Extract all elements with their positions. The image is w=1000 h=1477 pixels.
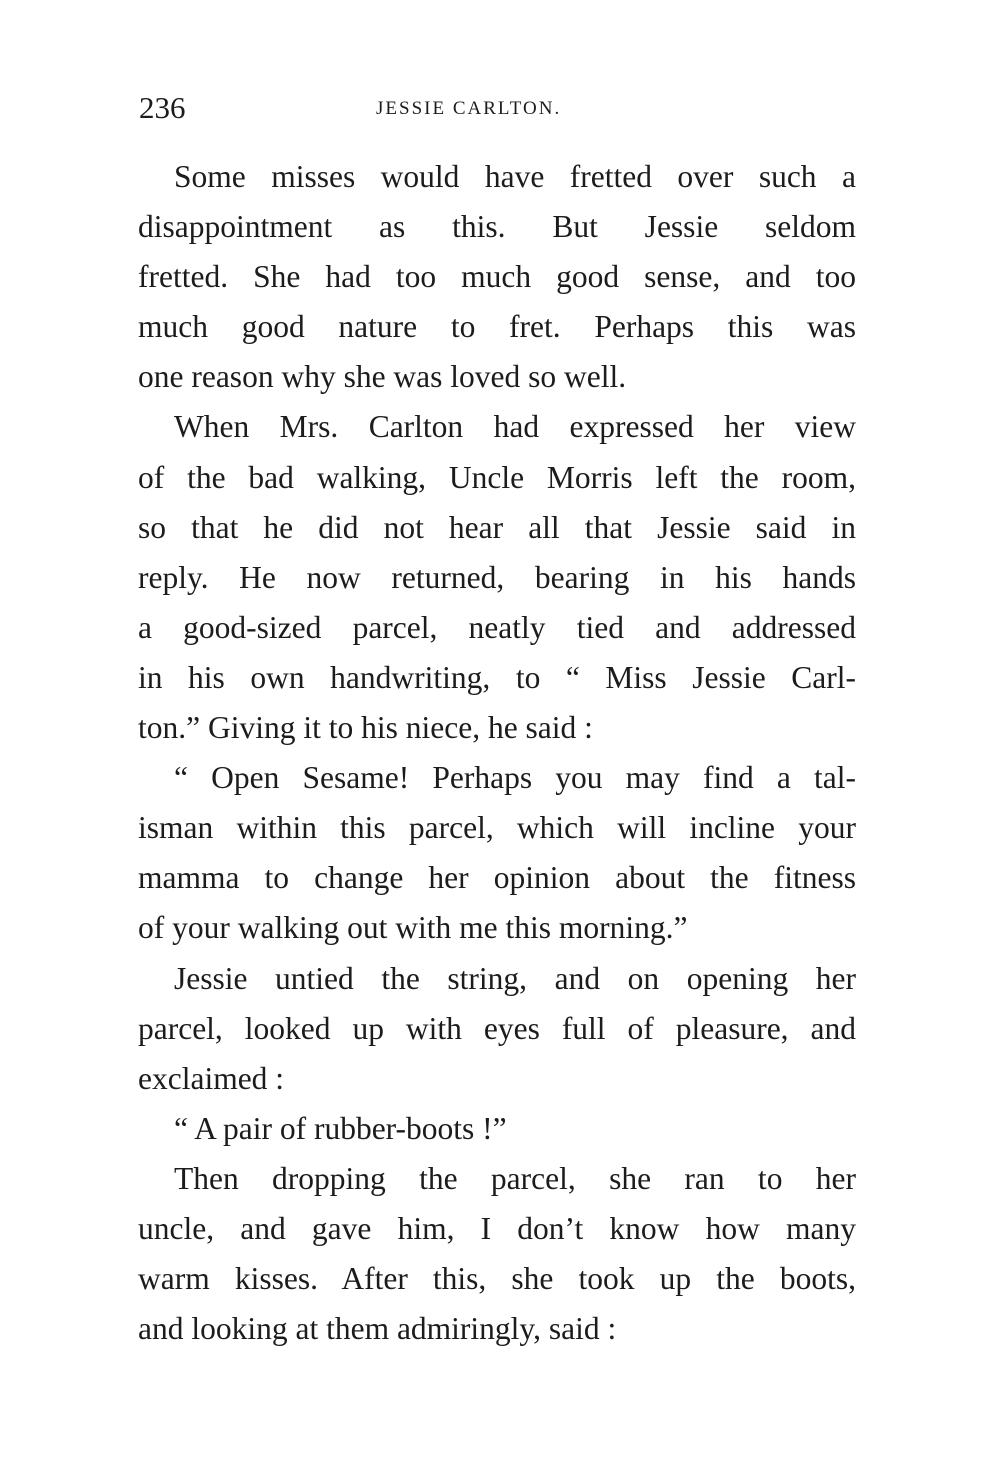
text-line: ton.” Giving it to his niece, he said : xyxy=(138,710,593,746)
text-line: much good nature to fret. Perhaps this was xyxy=(138,309,856,345)
running-title: JESSIE CARLTON. xyxy=(376,98,562,119)
text-line: “ A pair of rubber-boots !” xyxy=(174,1110,507,1146)
text-line: a good-sized parcel, neatly tied and addressed xyxy=(138,609,856,645)
body-text xyxy=(138,152,856,1354)
text-line: mamma to change her opinion about the fitness xyxy=(138,860,856,896)
text-line: Jessie untied the string, and on opening her xyxy=(174,960,856,996)
text-line: of the bad walking, Uncle Morris left the room, xyxy=(138,459,856,495)
text-line: When Mrs. Carlton had expressed her view xyxy=(174,409,856,445)
text-line: Some misses would have fretted over such a xyxy=(174,159,856,194)
text-line: one reason why she was loved so well. xyxy=(138,359,627,395)
text-line: and looking at them admiringly, said : xyxy=(138,1311,617,1347)
text-line: so that he did not hear all that Jessie said in xyxy=(138,509,856,545)
text-line: uncle, and gave him, I don’t know how many xyxy=(138,1210,856,1246)
text-line: of your walking out with me this morning.” xyxy=(138,910,688,946)
text-line: disappointment as this. But Jessie seldom xyxy=(138,209,856,245)
text-line: “ Open Sesame! Perhaps you may find a tal- xyxy=(174,760,856,796)
text-line: warm kisses. After this, she took up the boots, xyxy=(138,1261,856,1297)
text-line: in his own handwriting, to “ Miss Jessie Carl- xyxy=(138,659,856,695)
text-line: isman within this parcel, which will incline your xyxy=(138,810,856,846)
text-line: reply. He now returned, bearing in his hands xyxy=(138,559,856,595)
text-line: parcel, looked up with eyes full of pleasure, and xyxy=(138,1010,856,1046)
page-number: 236 xyxy=(139,90,186,125)
page-header xyxy=(139,88,859,128)
text-line: exclaimed : xyxy=(138,1060,285,1096)
text-line: fretted. She had too much good sense, and too xyxy=(138,259,856,295)
text-line: Then dropping the parcel, she ran to her xyxy=(174,1160,856,1196)
